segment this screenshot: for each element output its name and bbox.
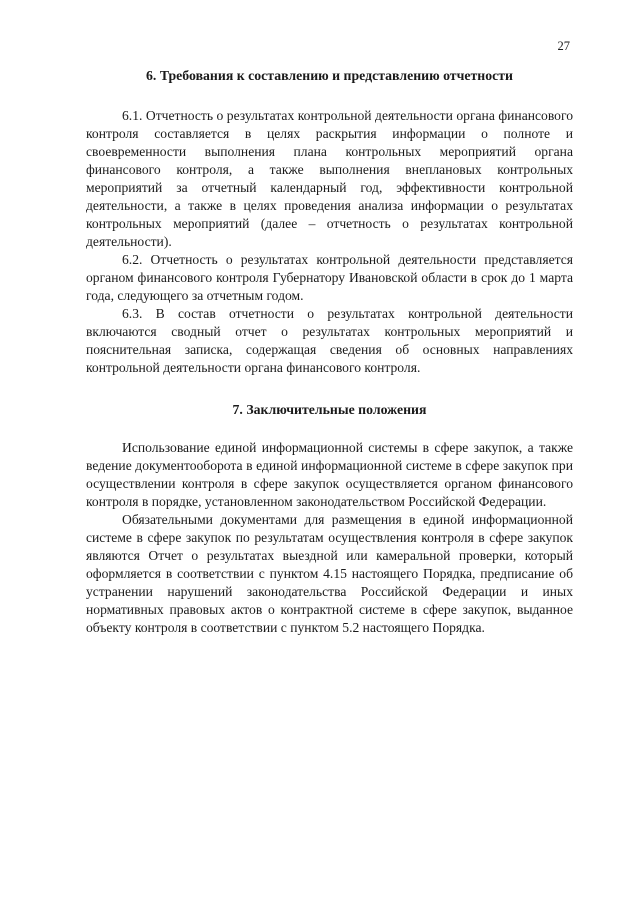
section-7-heading: 7. Заключительные положения <box>232 402 427 417</box>
paragraph-6-3: 6.3. В состав отчетности о результатах контрольной деятельности включаются сводный отчет о результатах контрольных мероприятий и пояснительная записка, содержащая сведения об основных направлениях контрольной деятельности органа финансового контроля. <box>86 306 573 375</box>
paragraph-6-1: 6.1. Отчетность о результатах контрольной деятельности органа финансового контроля составляется в целях раскрытия информации о полноте и своевременности выполнения плана контрольных мероприятий органа финансового контроля, а также выполнения внеплановых контрольных мероприятий за отчетный календарный год, эффективности контрольной деятельности, а также в целях проведения анализа информации о результатах контрольных мероприятий (далее – отчетность о результатах контрольной деятельности). <box>86 108 573 249</box>
paragraph-7-2: Обязательными документами для размещения в единой информационной системе в сфере закупок по результатам осуществления контроля в сфере закупок являются Отчет о результатах выездной или камеральной проверки, который оформляется в соответствии с пунктом 4.15 настоящего Порядка, предписание об устранении нарушений законодательства Российской Федерации и иных нормативных правовых актов о контрактной системе в сфере закупок, выданное объекту контроля в соответствии с пунктом 5.2 настоящего Порядка. <box>86 512 573 635</box>
paragraph-6-2: 6.2. Отчетность о результатах контрольной деятельности представляется органом финансового контроля Губернатору Ивановской области в срок до 1 марта года, следующего за отчетным годом. <box>86 252 573 303</box>
document-body <box>86 67 573 637</box>
paragraph-7-1: Использование единой информационной системы в сфере закупок, а также ведение документооборота в единой информационной системе в сфере закупок при осуществлении контроля в сфере закупок осуществляется органом финансового контроля в порядке, установленном законодательством Российской Федерации. <box>86 440 573 509</box>
section-6-heading: 6. Требования к составлению и представлению отчетности <box>146 68 513 83</box>
page-number: 27 <box>557 39 570 53</box>
